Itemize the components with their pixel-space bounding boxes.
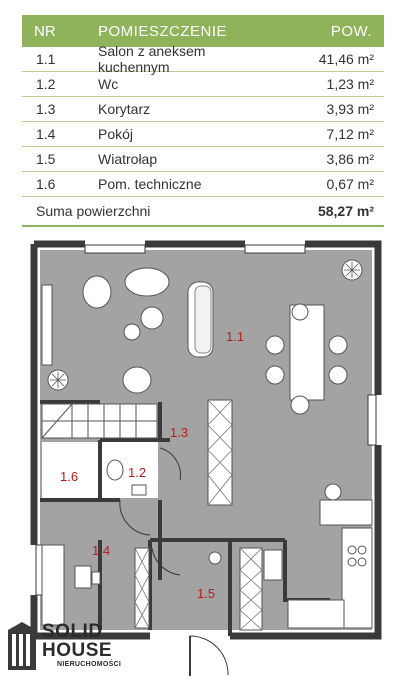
table-row (22, 147, 384, 172)
logo-line-1: SOLID (42, 621, 103, 642)
logo-line-3: NIERUCHOMOŚCI (57, 661, 122, 668)
sink-icon (132, 485, 146, 495)
table-row (22, 43, 384, 75)
sum-value: 58,27 m² (317, 203, 374, 219)
building-icon (8, 622, 36, 670)
row-nr: 1.5 (36, 151, 56, 167)
pouf-icon (209, 552, 221, 564)
area-table (22, 15, 384, 227)
door-arc (190, 636, 228, 675)
vestibule-wardrobe (240, 548, 262, 630)
row-name: Salon z aneksem kuchennym (98, 43, 206, 75)
stairs (42, 404, 157, 438)
table-row (22, 97, 384, 122)
row-area: 7,12 m² (326, 126, 374, 142)
row-area: 0,67 m² (326, 176, 374, 192)
table-row (22, 122, 384, 147)
header-room: POMIESZCZENIE (98, 22, 228, 40)
sofa (188, 282, 213, 357)
label-room-1-5: 1.5 (197, 586, 216, 601)
sum-row (22, 197, 384, 227)
row-name: Pom. techniczne (98, 176, 202, 192)
header-area: POW. (330, 22, 372, 40)
row-nr: 1.6 (36, 176, 56, 192)
row-name: Wc (98, 76, 119, 92)
label-room-1-4: 1.4 (92, 543, 111, 558)
toilet-icon (107, 460, 123, 480)
tv-cabinet (42, 285, 52, 365)
plant-icon (48, 370, 68, 390)
window (245, 245, 305, 253)
room-wardrobe (135, 548, 149, 628)
row-nr: 1.4 (36, 126, 56, 142)
row-area: 3,93 m² (326, 101, 374, 117)
window (368, 395, 376, 445)
label-room-1-1: 1.1 (226, 329, 245, 344)
label-room-1-6: 1.6 (60, 469, 79, 484)
window (85, 245, 145, 253)
header-nr: NR (34, 22, 56, 40)
plant-icon (342, 260, 362, 280)
row-name: Pokój (98, 126, 134, 142)
row-nr: 1.2 (36, 76, 56, 92)
row-area: 41,46 m² (318, 51, 374, 67)
row-nr: 1.1 (36, 51, 56, 67)
row-area: 3,86 m² (326, 151, 374, 167)
row-name: Wiatrołap (98, 151, 158, 167)
label-room-1-2: 1.2 (128, 465, 147, 480)
wardrobe (208, 400, 232, 505)
row-name: Korytarz (98, 101, 151, 117)
row-area: 1,23 m² (326, 76, 374, 92)
label-room-1-3: 1.3 (170, 425, 189, 440)
row-nr: 1.3 (36, 101, 56, 117)
sum-label: Suma powierzchni (36, 203, 151, 219)
table-row (22, 172, 384, 197)
logo-line-2: HOUSE (42, 640, 113, 661)
table-row (22, 72, 384, 97)
